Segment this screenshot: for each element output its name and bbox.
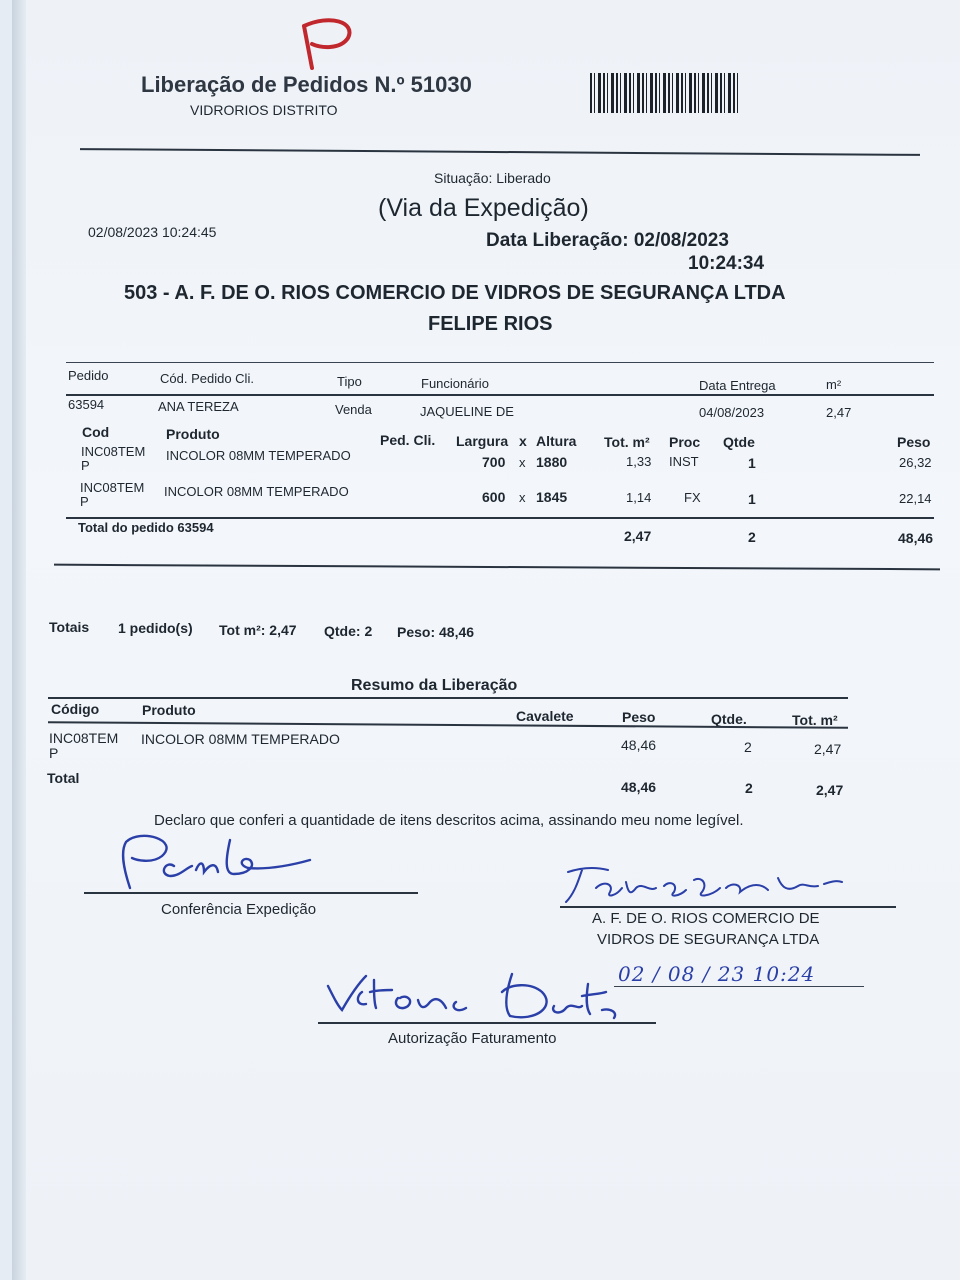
- release-time: 10:24:34: [688, 253, 765, 274]
- item-proc: INST: [669, 454, 699, 469]
- totals-pedidos: 1 pedido(s): [118, 620, 193, 636]
- summary-tot-m2: 2,47: [814, 741, 842, 757]
- red-p-mark-icon: [290, 14, 370, 70]
- order-total-m2: 2,47: [624, 528, 652, 544]
- client-signature-name-2: VIDROS DE SEGURANÇA LTDA: [597, 931, 820, 948]
- expedicao-label: Conferência Expedição: [161, 901, 317, 918]
- order-total-label: Total do pedido 63594: [78, 520, 214, 535]
- status-text: Situação: Liberado: [434, 170, 551, 186]
- order-data-entrega: 04/08/2023: [699, 405, 765, 420]
- item-cod: INC08TEM: [81, 444, 146, 459]
- release-date: Data Liberação: 02/08/2023: [486, 230, 729, 251]
- col-m2: m²: [826, 377, 842, 392]
- client-contact: FELIPE RIOS: [428, 313, 553, 335]
- faturamento-label: Autorização Faturamento: [388, 1030, 557, 1047]
- item-tot-m2: 1,33: [626, 454, 652, 469]
- col-ped-cli: Ped. Cli.: [380, 432, 436, 448]
- paper-edge: [12, 0, 26, 1280]
- col-tipo: Tipo: [337, 374, 362, 389]
- col-produto: Produto: [166, 426, 220, 442]
- summary-col-codigo: Código: [51, 701, 100, 717]
- summary-col-cavalete: Cavalete: [516, 708, 574, 724]
- summary-col-peso: Peso: [622, 709, 656, 725]
- faturamento-signature-line: [318, 1022, 656, 1024]
- item-cod: INC08TEM: [80, 480, 145, 495]
- order-funcionario: JAQUELINE DE: [420, 404, 514, 419]
- order-pedido: 63594: [68, 397, 105, 412]
- client-signature-line: [560, 906, 896, 908]
- item-tot-m2: 1,14: [626, 490, 652, 505]
- item-x: x: [519, 490, 526, 505]
- order-total-peso: 48,46: [898, 530, 934, 546]
- order-m2: 2,47: [826, 405, 852, 420]
- col-pedido: Pedido: [68, 368, 109, 383]
- totals-qtde: Qtde: 2: [324, 623, 373, 639]
- document-page: [12, 0, 960, 1280]
- client-signature-name-1: A. F. DE O. RIOS COMERCIO DE: [592, 910, 820, 927]
- item-produto: INCOLOR 08MM TEMPERADO: [166, 448, 351, 463]
- summary-codigo: INC08TEM: [49, 730, 119, 746]
- col-altura: Altura: [536, 433, 577, 449]
- summary-total-m2: 2,47: [816, 782, 844, 798]
- summary-total-label: Total: [47, 770, 80, 786]
- client-name: 503 - A. F. DE O. RIOS COMERCIO DE VIDROS DE SEGURANÇA LTDA: [124, 282, 786, 304]
- order-tipo: Venda: [335, 402, 372, 417]
- item-cod-suffix: P: [81, 458, 90, 473]
- expedicao-signature-icon: [100, 830, 320, 894]
- order-header-line: [66, 394, 934, 396]
- item-largura: 600: [482, 489, 506, 505]
- col-largura: Largura: [456, 433, 509, 449]
- summary-total-qtde: 2: [745, 780, 753, 796]
- col-funcionario: Funcionário: [421, 376, 489, 391]
- item-produto: INCOLOR 08MM TEMPERADO: [164, 484, 349, 499]
- item-qtde: 1: [748, 455, 756, 471]
- summary-total-peso: 48,46: [621, 779, 657, 795]
- summary-title: Resumo da Liberação: [351, 677, 518, 694]
- order-top-line: [66, 362, 934, 363]
- document-title: Liberação de Pedidos N.º 51030: [141, 72, 472, 97]
- col-cod-pedido-cli: Cód. Pedido Cli.: [160, 371, 254, 386]
- item-altura: 1880: [536, 454, 568, 470]
- item-peso: 26,32: [899, 455, 932, 470]
- col-cod: Cod: [82, 424, 110, 440]
- col-peso: Peso: [897, 434, 931, 450]
- col-tot-m2: Tot. m²: [604, 434, 650, 450]
- handwritten-date: 02 / 08 / 23 10:24: [618, 962, 816, 986]
- barcode-icon: [590, 73, 738, 113]
- summary-qtde: 2: [744, 739, 752, 755]
- item-peso: 22,14: [899, 491, 932, 506]
- order-total-line: [66, 517, 934, 519]
- summary-produto: INCOLOR 08MM TEMPERADO: [141, 731, 340, 747]
- print-datetime: 02/08/2023 10:24:45: [88, 224, 217, 240]
- summary-top-line: [48, 697, 848, 699]
- totals-label: Totais: [49, 619, 90, 635]
- order-cod-pedido-cli: ANA TEREZA: [158, 399, 239, 414]
- item-qtde: 1: [748, 491, 756, 507]
- date-underline: [614, 986, 864, 987]
- summary-codigo-suffix: P: [49, 745, 59, 761]
- col-x: x: [519, 433, 527, 449]
- faturamento-signature-icon: [316, 962, 626, 1028]
- summary-col-qtde: Qtde.: [711, 711, 747, 727]
- summary-peso: 48,46: [621, 737, 657, 753]
- col-proc: Proc: [669, 434, 701, 450]
- summary-col-produto: Produto: [142, 702, 196, 718]
- totals-m2: Tot m²: 2,47: [219, 622, 297, 638]
- col-qtde: Qtde: [723, 434, 755, 450]
- item-x: x: [519, 455, 526, 470]
- via-title: (Via da Expedição): [378, 194, 589, 222]
- item-altura: 1845: [536, 489, 568, 505]
- declaration-text: Declaro que conferi a quantidade de itens descritos acima, assinando meu nome legível.: [154, 812, 744, 829]
- expedicao-signature-line: [84, 892, 418, 894]
- client-signature-icon: [556, 862, 846, 908]
- company-name: VIDRORIOS DISTRITO: [190, 102, 338, 118]
- item-largura: 700: [482, 454, 506, 470]
- item-cod-suffix: P: [80, 494, 89, 509]
- item-proc: FX: [684, 490, 701, 505]
- order-total-qtde: 2: [748, 529, 756, 545]
- summary-col-tot-m2: Tot. m²: [792, 712, 838, 728]
- header-divider: [80, 148, 920, 156]
- col-data-entrega: Data Entrega: [699, 378, 776, 393]
- order-bottom-line: [54, 564, 940, 571]
- totals-peso: Peso: 48,46: [397, 624, 475, 640]
